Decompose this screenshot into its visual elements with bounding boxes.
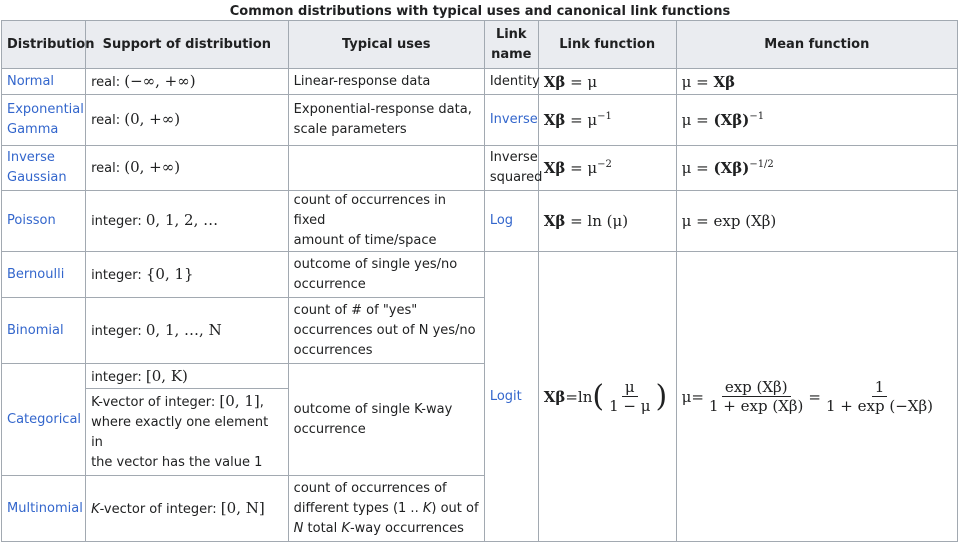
eq: =: [565, 212, 588, 230]
uses-k: K: [341, 520, 350, 536]
header-support: Support of distribution: [86, 21, 289, 69]
uses-k: K: [422, 500, 432, 516]
mu: μ: [681, 111, 692, 129]
uses-line: count of occurrences in fixed: [293, 193, 446, 228]
right-paren: ): [655, 378, 668, 414]
link-categorical[interactable]: Categorical: [7, 411, 82, 427]
link-bernoulli[interactable]: Bernoulli: [7, 266, 65, 282]
header-link-function: Link function: [538, 21, 676, 69]
eq: =: [691, 212, 714, 230]
table-caption: Common distributions with typical uses and canonical link functions: [229, 4, 731, 19]
support-math: (−∞, +∞): [124, 71, 196, 90]
denominator: 1 − μ: [609, 397, 651, 415]
dist-exponential-gamma: [2, 95, 86, 146]
support-line: where exactly one element in: [91, 415, 269, 450]
uses-line: outcome of single yes/no: [293, 256, 458, 272]
mu: μ: [587, 111, 598, 129]
xb: Xβ: [543, 159, 566, 177]
table-row-normal: [2, 69, 958, 95]
xb: Xβ: [713, 72, 736, 91]
support-math: [0, 1]: [219, 392, 260, 410]
mu: μ: [681, 159, 692, 177]
uses-line: count of occurrences of: [293, 480, 447, 496]
uses-line: -way occurrences: [349, 520, 464, 536]
mean-function-log: [676, 191, 957, 252]
fraction: [706, 378, 806, 415]
xb: Xβ: [543, 111, 566, 129]
uses-multinomial: [288, 476, 484, 542]
link-inverse-gaussian[interactable]: [7, 150, 67, 185]
eq: =: [691, 72, 714, 91]
eq: =: [565, 111, 588, 129]
mean-function-identity: [676, 69, 957, 95]
link-binomial[interactable]: Binomial: [7, 322, 64, 338]
numerator: 1: [872, 378, 888, 397]
denominator: 1 + exp (−Xβ): [825, 397, 933, 415]
dist-line: Inverse: [7, 150, 55, 165]
link-logit[interactable]: Logit: [489, 388, 522, 404]
uses-line: occurrence: [293, 421, 366, 437]
uses-bernoulli: [288, 252, 484, 298]
mean-function-inverse: [676, 95, 957, 146]
uses-line: Exponential-response data,: [293, 102, 472, 117]
uses-line: scale parameters: [293, 122, 407, 137]
ln-mu: ln (μ): [587, 212, 629, 230]
eq: =: [565, 159, 588, 177]
dist-line: Gaussian: [7, 170, 67, 185]
header-mean-function: Mean function: [676, 21, 957, 69]
dist-inverse-gaussian: [2, 146, 86, 191]
xb: Xβ: [543, 212, 566, 230]
table-row-poisson: [2, 191, 958, 252]
link-log[interactable]: Log: [489, 213, 514, 228]
support-inverse-gaussian: [86, 146, 289, 191]
link-normal[interactable]: Normal: [7, 73, 55, 89]
xb: (Xβ): [713, 159, 750, 177]
link-function-inverse: [538, 95, 676, 146]
support-binomial: [86, 298, 289, 364]
fraction: [823, 378, 936, 415]
support-categorical: [86, 364, 289, 476]
uses-line: occurrences: [293, 342, 373, 358]
support-prefix: real:: [91, 113, 125, 128]
support-exponential: [86, 95, 289, 146]
support-prefix: K-vector of integer:: [91, 395, 220, 410]
support-bernoulli: [86, 252, 289, 298]
uses-line: amount of time/space: [293, 233, 437, 248]
support-poisson: [86, 191, 289, 252]
link-name-log: [484, 191, 538, 252]
support-math: 0, 1, 2, …: [145, 211, 219, 229]
exponent: −2: [597, 159, 612, 170]
support-k: K: [91, 501, 100, 517]
table-row-inverse-gaussian: [2, 146, 958, 191]
support-math: {0, 1}: [145, 264, 194, 283]
logit-formula: [544, 378, 671, 415]
support-prefix: real:: [91, 161, 125, 176]
exponent: −1/2: [749, 159, 774, 170]
support-prefix: real:: [91, 74, 125, 90]
link-function-logit: [538, 252, 676, 542]
link-name-identity: Identity: [484, 69, 538, 95]
eq: =: [691, 159, 714, 177]
exponent: −1: [749, 111, 765, 122]
link-gamma[interactable]: Gamma: [7, 122, 59, 137]
support-multinomial: [86, 476, 289, 542]
uses-categorical: [288, 364, 484, 476]
numerator: μ: [622, 378, 638, 397]
link-function-identity: [538, 69, 676, 95]
uses-line: total: [303, 520, 342, 536]
support-math: (0, +∞): [124, 110, 181, 128]
ln: ln: [577, 387, 593, 406]
distributions-table: [1, 20, 958, 542]
uses-line: count of # of "yes": [293, 302, 418, 318]
uses-line: occurrences out of N yes/no: [293, 322, 476, 338]
link-function-inverse-squared: [538, 146, 676, 191]
support-math: 0, 1, …, N: [145, 320, 222, 339]
uses-line: ) out of: [431, 500, 479, 516]
xb: Xβ: [543, 387, 566, 406]
uses-inverse-gaussian: [288, 146, 484, 191]
table-row-bernoulli: [2, 252, 958, 298]
link-name-inverse-squared: [484, 146, 543, 191]
eq: =: [691, 111, 714, 129]
left-paren: (: [592, 378, 605, 414]
support-math: [0, N]: [220, 498, 265, 517]
denominator: 1 + exp (Xβ): [708, 397, 804, 415]
support-prefix: integer:: [91, 267, 146, 283]
support-prefix: integer:: [91, 323, 146, 339]
xb: Xβ: [543, 72, 566, 91]
fraction: [606, 378, 653, 415]
support-prefix: integer:: [91, 214, 146, 229]
uses-line: different types (1 ..: [293, 500, 423, 516]
mu: μ: [681, 387, 692, 406]
link-name-inverse: [484, 95, 538, 146]
header-link-name: [484, 21, 538, 69]
uses-poisson: [288, 191, 484, 252]
support-prefix: -vector of integer:: [99, 501, 221, 517]
support-normal: [86, 69, 289, 95]
mean-function-inverse-squared: [676, 146, 957, 191]
uses-line: outcome of single K-way: [293, 401, 453, 417]
numerator: exp (Xβ): [722, 378, 791, 397]
link-exponential[interactable]: Exponential: [7, 102, 84, 117]
exponent: −1: [597, 111, 612, 122]
eq: =: [808, 387, 821, 406]
support-categorical-integer: [86, 364, 288, 389]
uses-exponential: [288, 95, 484, 146]
support-categorical-kvector: [86, 389, 288, 475]
uses-normal: Linear-response data: [288, 69, 484, 95]
support-line: the vector has the value 1: [91, 455, 263, 470]
uses-binomial: [288, 298, 484, 364]
eq: =: [565, 72, 588, 91]
header-row: [2, 21, 958, 69]
mu: μ: [587, 72, 598, 91]
link-line: Inverse: [489, 150, 538, 165]
support-math: [0, K): [145, 367, 188, 385]
link-multinomial[interactable]: Multinomial: [7, 500, 83, 516]
mu: μ: [681, 212, 692, 230]
xb: (Xβ): [713, 111, 750, 129]
table-row-exponential-gamma: [2, 95, 958, 146]
eq: =: [565, 387, 578, 406]
uses-line: occurrence: [293, 276, 366, 292]
mean-function-logit: [676, 252, 957, 542]
exp-xb: exp (Xβ): [713, 212, 777, 230]
mu: μ: [681, 72, 692, 91]
link-line: squared: [489, 170, 543, 185]
link-name-logit: [484, 252, 538, 542]
logistic-formula: [682, 378, 952, 415]
header-distribution: Distribution: [2, 21, 86, 69]
header-typical-uses: Typical uses: [288, 21, 484, 69]
uses-n: N: [293, 520, 304, 536]
mu: μ: [587, 159, 598, 177]
support-math: (0, +∞): [124, 158, 181, 176]
link-function-log: [538, 191, 676, 252]
link-poisson[interactable]: Poisson: [7, 213, 56, 228]
header-link-name-line2: name: [491, 46, 532, 62]
support-prefix: integer:: [91, 370, 146, 385]
support-comma: ,: [259, 395, 264, 410]
header-link-name-line1: Link: [495, 26, 527, 42]
eq: =: [691, 387, 704, 406]
link-inverse[interactable]: Inverse: [489, 112, 538, 127]
